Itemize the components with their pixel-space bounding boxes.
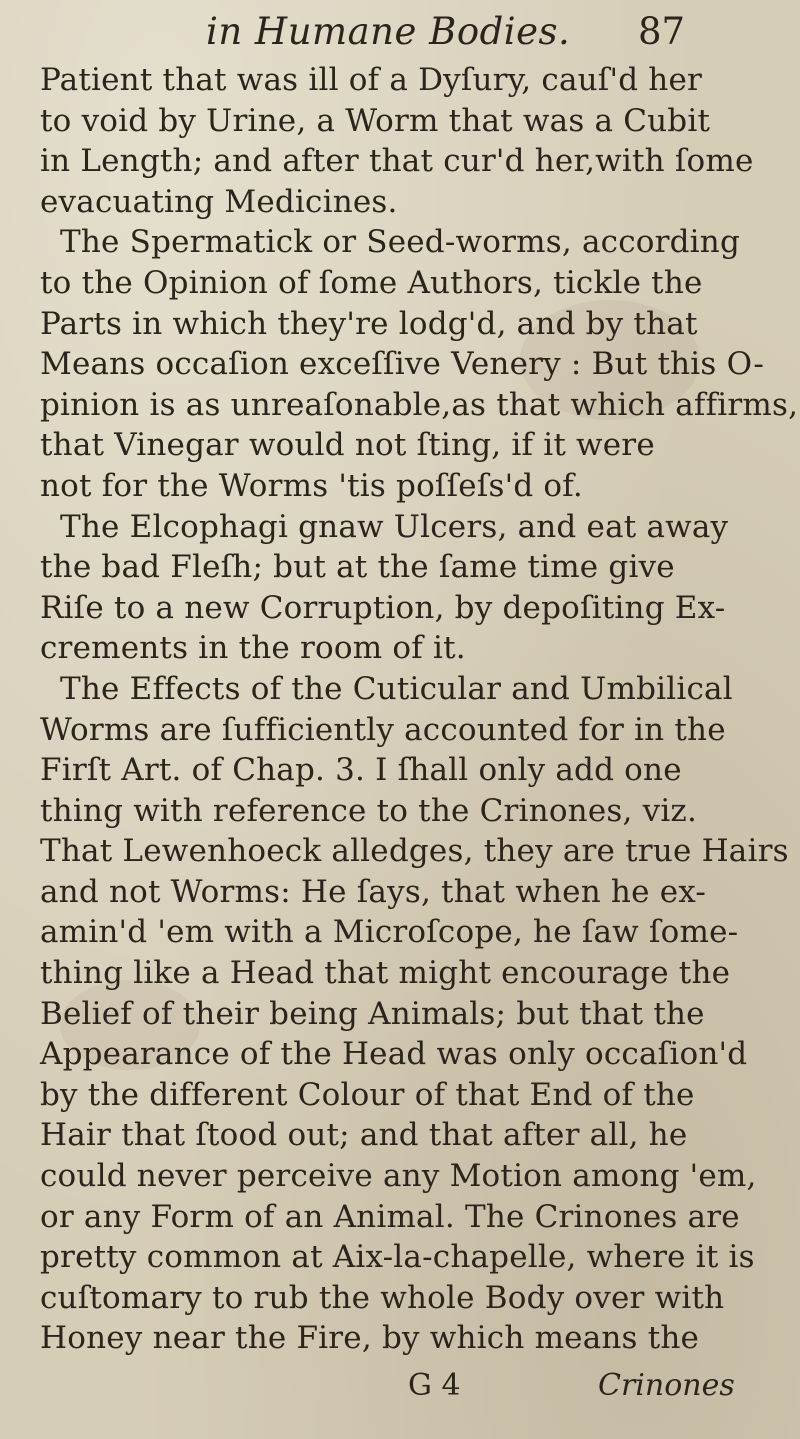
- text-line: Means occaſion exceſſive Venery : But this O-: [40, 346, 765, 383]
- page-footer: [0, 1368, 800, 1408]
- text-line: to the Opinion of ſome Authors, tickle the: [40, 264, 703, 301]
- text-line: to void by Urine, a Worm that was a Cubit: [40, 102, 711, 139]
- running-head-title: in Humane Bodies.: [206, 10, 571, 53]
- text-line: Appearance of the Head was only occaſion'd: [40, 1036, 748, 1073]
- text-line: the bad Fleſh; but at the ſame time give: [40, 549, 675, 586]
- text-line: could never perceive any Motion among 'em,: [40, 1158, 757, 1195]
- text-line: The Spermatick or Seed-worms, according: [60, 224, 741, 261]
- text-line: amin'd 'em with a Microſcope, he ſaw ſome-: [40, 914, 739, 951]
- text-line: that Vinegar would not ſting, if it were: [40, 427, 655, 464]
- text-line: evacuating Medicines.: [40, 183, 398, 220]
- text-line: crements in the room of it.: [40, 630, 466, 667]
- running-head: [0, 10, 800, 54]
- text-line: not for the Worms 'tis poſſeſs'd of.: [40, 467, 583, 504]
- text-line: or any Form of an Animal. The Crinones are: [40, 1198, 740, 1235]
- text-line: Worms are ſufficiently accounted for in the: [40, 711, 726, 748]
- text-line: Honey near the Fire, by which means the: [40, 1320, 700, 1357]
- text-line: Hair that ſtood out; and that after all, he: [40, 1117, 688, 1154]
- text-line: and not Worms: He ſays, that when he ex-: [40, 873, 707, 910]
- text-line: Belief of their being Animals; but that the: [40, 995, 705, 1032]
- text-line: Firſt Art. of Chap. 3. I ſhall only add one: [40, 752, 682, 789]
- text-line: pinion is as unreaſonable,as that which affirms,: [40, 386, 799, 423]
- text-line: pretty common at Aix-la-chapelle, where it is: [40, 1239, 755, 1276]
- text-line: in Length; and after that cur'd her,with ſome: [40, 143, 754, 180]
- text-line: The Elcophagi gnaw Ulcers, and eat away: [60, 508, 729, 545]
- text-line: That Lewenhoeck alledges, they are true Hairs: [40, 833, 789, 870]
- signature-mark: G 4: [408, 1368, 461, 1403]
- catchword: Crinones: [598, 1368, 735, 1403]
- text-line: thing like a Head that might encourage the: [40, 955, 731, 992]
- text-line: Patient that was ill of a Dyſury, cauſ'd her: [40, 62, 703, 98]
- text-line: cuſtomary to rub the whole Body over with: [40, 1279, 725, 1316]
- text-line: by the different Colour of that End of the: [40, 1076, 695, 1113]
- text-line: The Effects of the Cuticular and Umbilical: [60, 670, 733, 707]
- text-line: Parts in which they're lodg'd, and by that: [40, 305, 698, 342]
- text-line: thing with reference to the Crinones, viz.: [40, 792, 698, 829]
- body-text: [18, 60, 799, 1359]
- page-number: 87: [638, 10, 686, 53]
- text-line: Riſe to a new Corruption, by depoſiting Ex-: [40, 589, 726, 626]
